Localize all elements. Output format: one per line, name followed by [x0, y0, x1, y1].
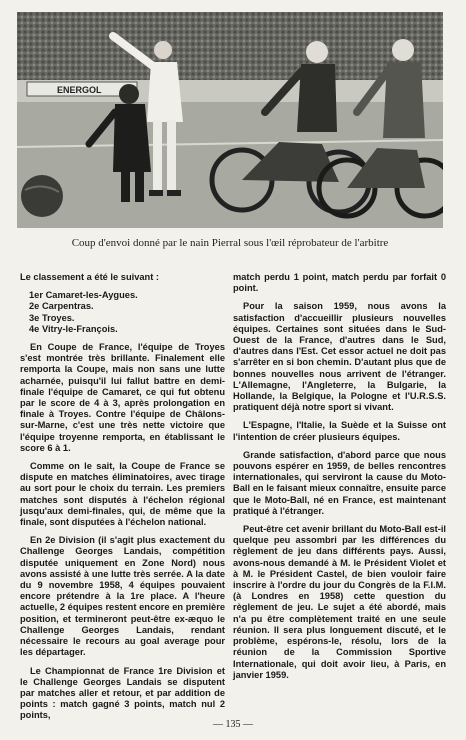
- ranking-item: 2e Carpentras.: [29, 301, 94, 312]
- paragraph: En 2e Division (il s'agit plus exactement du Challenge Georges Landais, compétition disputée uniquement en Zone Nord) nous avons assisté à une lutte très serrée. A la date du 9 novembre 1958, 4 équipes pouvaient encore prétendre à la 1re place. A l'heure actuelle, 2 équipes restent encore en première position, et termineront peut-être ex-æquo le Challenge Georges Landais, rendant nécessaire le recours au goal average pour les départager.: [20, 535, 225, 658]
- rankings-list: [20, 290, 225, 335]
- ranking-item: 3e Troyes.: [29, 312, 75, 323]
- paragraph: L'Espagne, l'Italie, la Suède et la Suisse ont l'intention de créer plusieurs équipes.: [233, 420, 446, 442]
- paragraph: match perdu 1 point, match perdu par forfait 0 point.: [233, 272, 446, 294]
- ranking-item: 1er Camaret-les-Aygues.: [29, 290, 138, 301]
- energol-sign-text: ENERGOL: [57, 85, 102, 95]
- paragraph: Le Championnat de France 1re Division et le Challenge Georges Landais se disputent par matches aller et retour, et par addition de points : match gagné 3 points, match nul 2 points,: [20, 665, 225, 721]
- paragraph: Comme on le sait, la Coupe de France se dispute en matches éliminatoires, avec tirage au sort pour le choix du terrain. Les premiers matches sont disputés à l'échelon régional jusqu'aux demi-finales, qui, de même que la finale, sont disputées à l'échelon national.: [20, 461, 225, 528]
- match-photo: [17, 12, 443, 228]
- paragraph: Peut-être cet avenir brillant du Moto-Ball est-il quelque peu assombri par les différences du règlement de jeu dans différents pays. Aussi, avons-nous demandé à M. le Président Violet et à M. le Président Castel, de bien vouloir faire inscrire à l'ordre du jour du Congrès de la F.I.M. (à Londres en 1958) cette question du règlement de jeu. Le sujet a été abordé, mais n'a pu être complètement traité en une seule réunion. Il sera plus longuement discuté, et le problème, espérons-le, résolu, lors de la réunion de la Commission Sportive Internationale, qui doit avoir lieu, à Paris, en janvier 1959.: [233, 524, 447, 680]
- paragraph: Grande satisfaction, d'abord parce que nous pouvons espérer en 1959, de belles rencontres internationales, qui serviront la cause du Moto-Ball en le faisant mieux connaître, ensuite parce que le Moto-Ball, né en France, est maintenant pratiqué à l'étranger.: [233, 449, 446, 516]
- page-number: — 135 —: [213, 719, 253, 730]
- photo-caption: Coup d'envoi donné par le nain Pierral sous l'œil réprobateur de l'arbitre: [71, 237, 389, 249]
- paragraph: Pour la saison 1959, nous avons la satisfaction d'accueillir plusieurs nouvelles équipes. Certaines sont situées dans le Sud-Ouest de la France, d'autres dans le Sud, d'autres dans l'Est. Cet essor actuel ne doit pas s'arrêter en si bon chemin. D'autant plus que de bonnes nouvelles nous arrivent de l'étranger. L'Allemagne, l'Angleterre, la Bulgarie, la Hollande, la Belgique, la Pologne et l'U.R.S.S. pratiquent déjà notre sport si vivant.: [233, 301, 446, 413]
- right-column: [233, 272, 446, 688]
- rankings-intro: Le classement a été le suivant :: [20, 272, 159, 282]
- ranking-item: 4e Vitry-le-François.: [29, 323, 118, 334]
- left-column: [20, 272, 225, 729]
- photo-illustration: [17, 12, 443, 228]
- paragraph: En Coupe de France, l'équipe de Troyes s'est montrée très brillante. Finalement elle remporta la Coupe, mais non sans une lutte acharnée, puisqu'il lui fallut battre en demi-finale l'équipe de Camaret, ce qui fut obtenu par le score de 4 à 3, après prolongation en finale à Troyes. Contre l'équipe de Châlons-sur-Marne, c'est une très nette victoire que l'équipe troyenne remporta, en établissant le score 6 à 1.: [20, 342, 225, 453]
